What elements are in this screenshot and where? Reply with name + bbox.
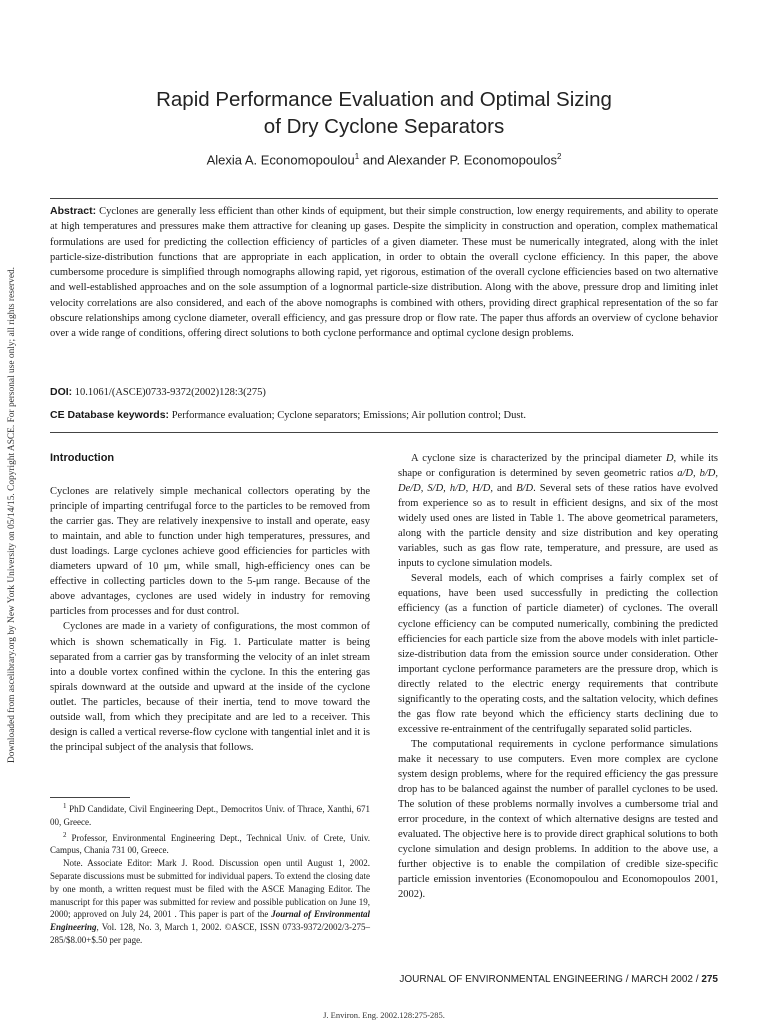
footnote-1-text: PhD Candidate, Civil Engineering Dept., Democritos Univ. of Thrace, Xanthi, 671 00, Greece.	[50, 804, 370, 827]
keywords-line	[50, 409, 526, 421]
footnote-rule	[50, 797, 130, 798]
footnote-1-mark: 1	[63, 802, 67, 810]
journal-footer	[399, 974, 718, 985]
editorial-note	[50, 857, 370, 947]
top-rule	[50, 198, 718, 199]
geometric-ratios: a/D, b/D, De/D, S/D, h/D, H/D,	[398, 468, 719, 495]
author-2-affil-mark: 2	[556, 152, 562, 161]
abstract-bottom-rule	[50, 432, 718, 433]
abstract-label: Abstract:	[50, 205, 97, 217]
left-column	[50, 451, 370, 755]
footnote-1	[50, 800, 370, 829]
abstract-text: Cyclones are generally less efficient than other kinds of equipment, but their simple construction, low energy requirements, and ability to operate at high temperatures and pressures make them attractive for cleaning up gases. Despite the simplicity in construction and operation, complex mathematical formulations are used for predicting the collection efficiency of particles of a given diameter. These must be numerically integrated, along with the inlet particle-size-distribution functions that are appropriate in each application, in order to obtain the overall cyclone efficiency. In this paper, the above cumbersome procedure is simplified through nomographs allowing rapid, yet rigorous, estimation of the overall cyclone efficiencies based on two alternative and well-established approaches and on the sole assumption of a lognormal particle-size distribution. Along with the above, pressure drop and limiting inlet velocity correlations are also considered, and each of the above nomographs is combined with others, providing direct graphical representation of the so far obscure relationships among cyclone diameter, overall efficiency, and gas pressure drop or flow rate. The paper thus affords an overview of cyclone behavior over a wide range of conditions, offering direct solutions to both cyclone performance and optimal cyclone design problems.	[50, 206, 718, 340]
footnote-2	[50, 829, 370, 858]
title-line-1: Rapid Performance Evaluation and Optimal Sizing	[156, 88, 612, 111]
footnote-2-mark: 2	[63, 830, 67, 839]
footnote-2-text: Professor, Environmental Engineering Dept., Technical Univ. of Crete, Univ. Campus, Chania 731 00, Greece.	[50, 832, 370, 856]
right-paragraph-1	[398, 451, 718, 571]
author-join: and	[359, 152, 388, 168]
author-1: Alexia A. Economopoulou	[206, 152, 355, 168]
symbol-D: D	[665, 453, 674, 464]
right-paragraph-2: Several models, each of which comprises a fairly complex set of equations, have been used successfully in predicting the collection efficiency (as a function of particle diameter) of cyclones. The overall cyclone efficiency can be computed numerically, combining the predicted efficiencies for each particle size from the above models with inlet particle-size-distribution data from the emission source under consideration. Other important cyclone performance parameters are the pressure drop, which is directly related to the electric energy requirements that contribute significantly to the operating costs, and the saltation velocity, which defines the gas flow rate beyond which the efficiency starts declining due to excessive re-entrainment of the centrifugally separated solid particles.	[398, 573, 718, 735]
doi-line	[50, 386, 266, 398]
right-p1-part-c: . Several sets of these ratios have evolved from experience so as to result in efficient designs, and six of the most widely used ones are listed in Table 1. The above geometrical parameters, along with the particle density and size distribution and key operating variables, such as gas flow rate, temperature, and pressure, are used as inputs to cyclone simulation models.	[398, 483, 718, 570]
ratio-B-over-D: B/D	[516, 483, 534, 495]
page-number: 275	[701, 974, 718, 985]
paper-title	[60, 86, 708, 140]
right-p1-part-a: A cyclone size is characterized by the principal diameter	[411, 453, 666, 464]
doi-link[interactable]: 10.1061/(ASCE)0733-9372(2002)128:3(275)	[74, 387, 266, 398]
keywords-label: CE Database keywords:	[50, 409, 170, 421]
section-heading-introduction: Introduction	[50, 452, 115, 464]
journal-name: Journal of Environmental Engineering	[50, 909, 370, 933]
author-line	[60, 152, 708, 167]
right-p1-and: and	[492, 483, 517, 495]
download-notice: Downloaded from ascelibrary.org by New York University on 05/14/15. Copyright ASCE. For personal use only; all rights reserved.	[7, 266, 17, 764]
keywords-text: Performance evaluation; Cyclone separators; Emissions; Air pollution control; Dust.	[171, 410, 526, 421]
doi-label: DOI:	[50, 386, 73, 398]
citation-line: J. Environ. Eng. 2002.128:275-285.	[323, 1010, 445, 1020]
right-column	[398, 451, 718, 902]
right-paragraph-3: The computational requirements in cyclone performance simulations make it necessary to use computers. Even more complex are cyclone system design problems, where for the required efficiency the gas pressure drop has to be balanced against the number of parallel cyclones to be used. The solution of these problems normally involves a cumbersome trial and error procedure, in the context of which alternative designs are tested and evaluated. The objective here is to provide direct graphical solutions to both cyclone simulation and design problems. In addition to the above use, a further objective is to enable the compilation of credible size-specific particle emission inventories (Economopoulou and Economopoulos 2001, 2002).	[398, 738, 718, 901]
editorial-note-text-a: Note. Associate Editor: Mark J. Rood. Discussion open until August 1, 2002. Separate discussions must be submitted for individual papers. To extend the closing date by one month, a written request must be filed with the ASCE Managing Editor. The manuscript for this paper was submitted for review and possible publication on June 19, 2000; approved on July 24, 2001 . This paper is part of the	[50, 858, 370, 920]
footnotes	[50, 800, 370, 947]
editorial-note-text-b: , Vol. 128, No. 3, March 1, 2002. ©ASCE, ISSN 0733-9372/2002/3-275–285/$8.00+$.50 per page.	[50, 922, 370, 945]
author-2: Alexander P. Economopoulos	[387, 152, 557, 168]
right-p1-part-b: , while its shape or configuration is determined by seven geometric ratios	[398, 453, 719, 480]
journal-footer-text: JOURNAL OF ENVIRONMENTAL ENGINEERING / MARCH 2002 /	[399, 974, 702, 985]
abstract	[50, 204, 718, 342]
intro-paragraph-2: Cyclones are made in a variety of configurations, the most common of which is shown schematically in Fig. 1. Particulate matter is being separated from a carrier gas by transforming the velocity of an inlet stream into a double vortex confined within the cyclone. In this the entering gas spirals downward at the outside and upward at the inside of the cyclone outlet. The particles, because of their inertia, tend to move toward the outside wall, from which they precipitate and are led to a receiver. This design is called a vertical reverse-flow cyclone with tangential inlet and it is the principal subject of the analysis that follows.	[50, 621, 370, 753]
title-line-2: of Dry Cyclone Separators	[263, 115, 505, 138]
author-1-affil-mark: 1	[354, 152, 360, 161]
intro-paragraph-1: Cyclones are relatively simple mechanical collectors operating by the principle of imparting centrifugal force to the particles to be removed from the carrier gas. They are relatively inexpensive to install and operate, easy to maintain, and able to function under high temperatures, pressures, and dust loadings. Large cyclones achieve good efficiencies for particles with diameters upward of 10 μm, while small, high-efficiency ones can be effective in collecting particles down to the 5-μm range. Because of the above advantages, cyclones are used widely in industry for removing particles from processes and for dust control.	[50, 486, 370, 618]
